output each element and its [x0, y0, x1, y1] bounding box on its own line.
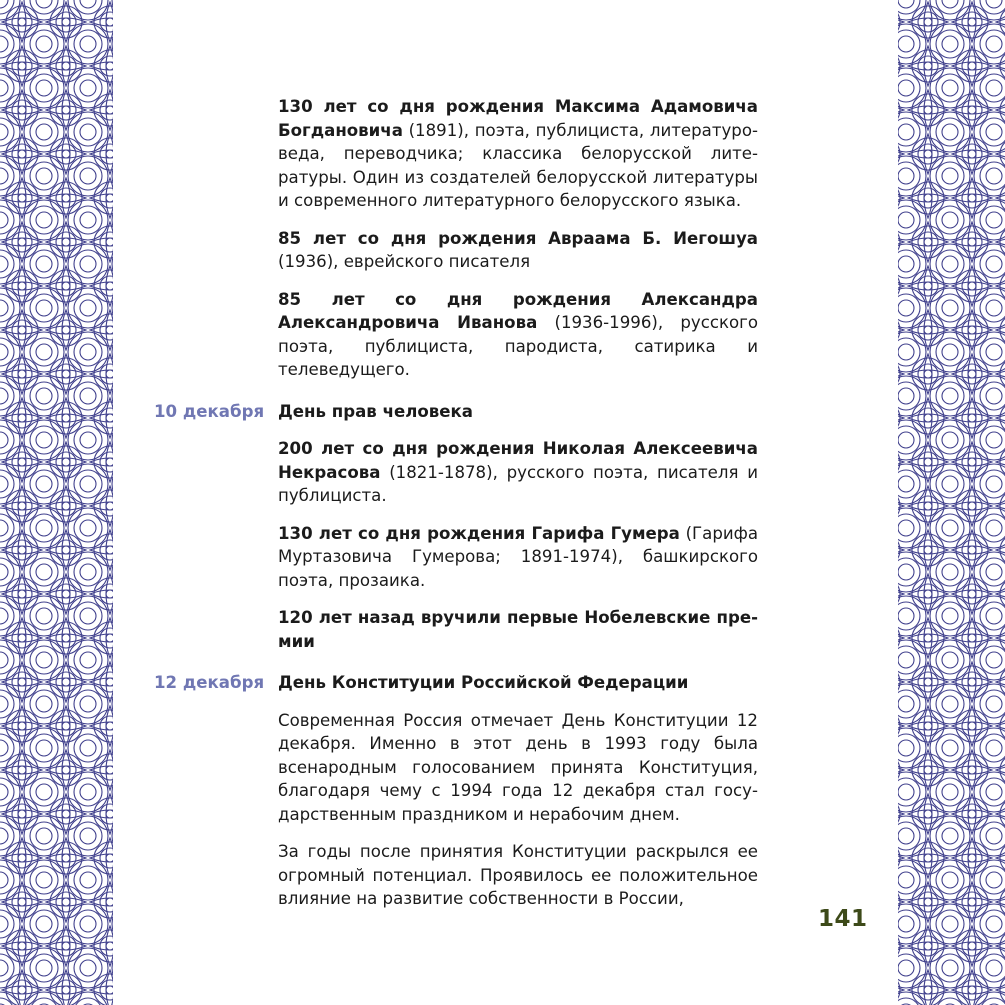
entry-heading: 85 лет со дня рождения Александра Александровича Иванова — [278, 289, 758, 332]
body-paragraph: Современная Россия отмечает День Конституции 12 декабря. Именно в этот день в 1993 году была всенародным голосованием принята Конституция, благодаря чему с 1994 года 12 декабря стал государственным праздником и нерабочим днем. — [278, 710, 758, 824]
ornamental-border-right — [898, 0, 1005, 1005]
anniversary-entry — [278, 288, 758, 382]
entry-text: (1936), еврейского писателя — [278, 252, 531, 271]
date-label: 12 декабря — [154, 673, 265, 692]
date-label: 10 декабря — [154, 401, 265, 421]
day-section-dec12 — [154, 671, 758, 695]
anniversary-entry — [278, 227, 758, 274]
page-content — [154, 95, 758, 925]
entry-heading: 130 лет со дня рождения Максима Адамовича Богдановича — [278, 97, 758, 140]
entry-heading: 130 лет со дня рождения Гарифа Гумера — [278, 523, 680, 543]
entry-text: (1821-1878), русского поэта, писателя и публициста. — [278, 462, 758, 505]
day-section-dec10 — [154, 400, 758, 424]
body-paragraph: За годы после принятия Конституции раскрылся ее огромный потенциал. Проявилось ее положительное влияние на развитие собственности в России, — [278, 842, 758, 908]
anniversary-entry — [278, 437, 758, 508]
ornamental-border-left — [0, 0, 113, 1005]
entry-text: (Гарифа Муртазовича Гумерова; 1891-1974), башкирского поэта, прозаика. — [278, 523, 758, 590]
entry-text: (1891), поэта, публициста, литературоведа, переводчика; классика белорусской литературы. Один из создателей белорусской литературы и современного литературного белорусского языка. — [278, 120, 758, 210]
page-number: 141 — [818, 906, 868, 932]
day-title: День Конституции Российской Федерации — [278, 673, 689, 692]
entry-heading: 200 лет со дня рождения Николая Алексеевича Некрасова — [278, 439, 758, 482]
entry-heading: 120 лет назад вручили первые Нобелевские премии — [278, 608, 758, 651]
entry-text: (1936-1996), русского поэта, публициста, пародиста, сатирика и телеведущего. — [278, 313, 758, 379]
anniversary-entry — [278, 606, 758, 653]
day-title: День прав человека — [278, 401, 474, 421]
entry-heading: 85 лет со дня рождения Авраама Б. Иегошуа — [278, 228, 758, 248]
anniversary-entry — [278, 95, 758, 213]
anniversary-entry — [278, 522, 758, 593]
